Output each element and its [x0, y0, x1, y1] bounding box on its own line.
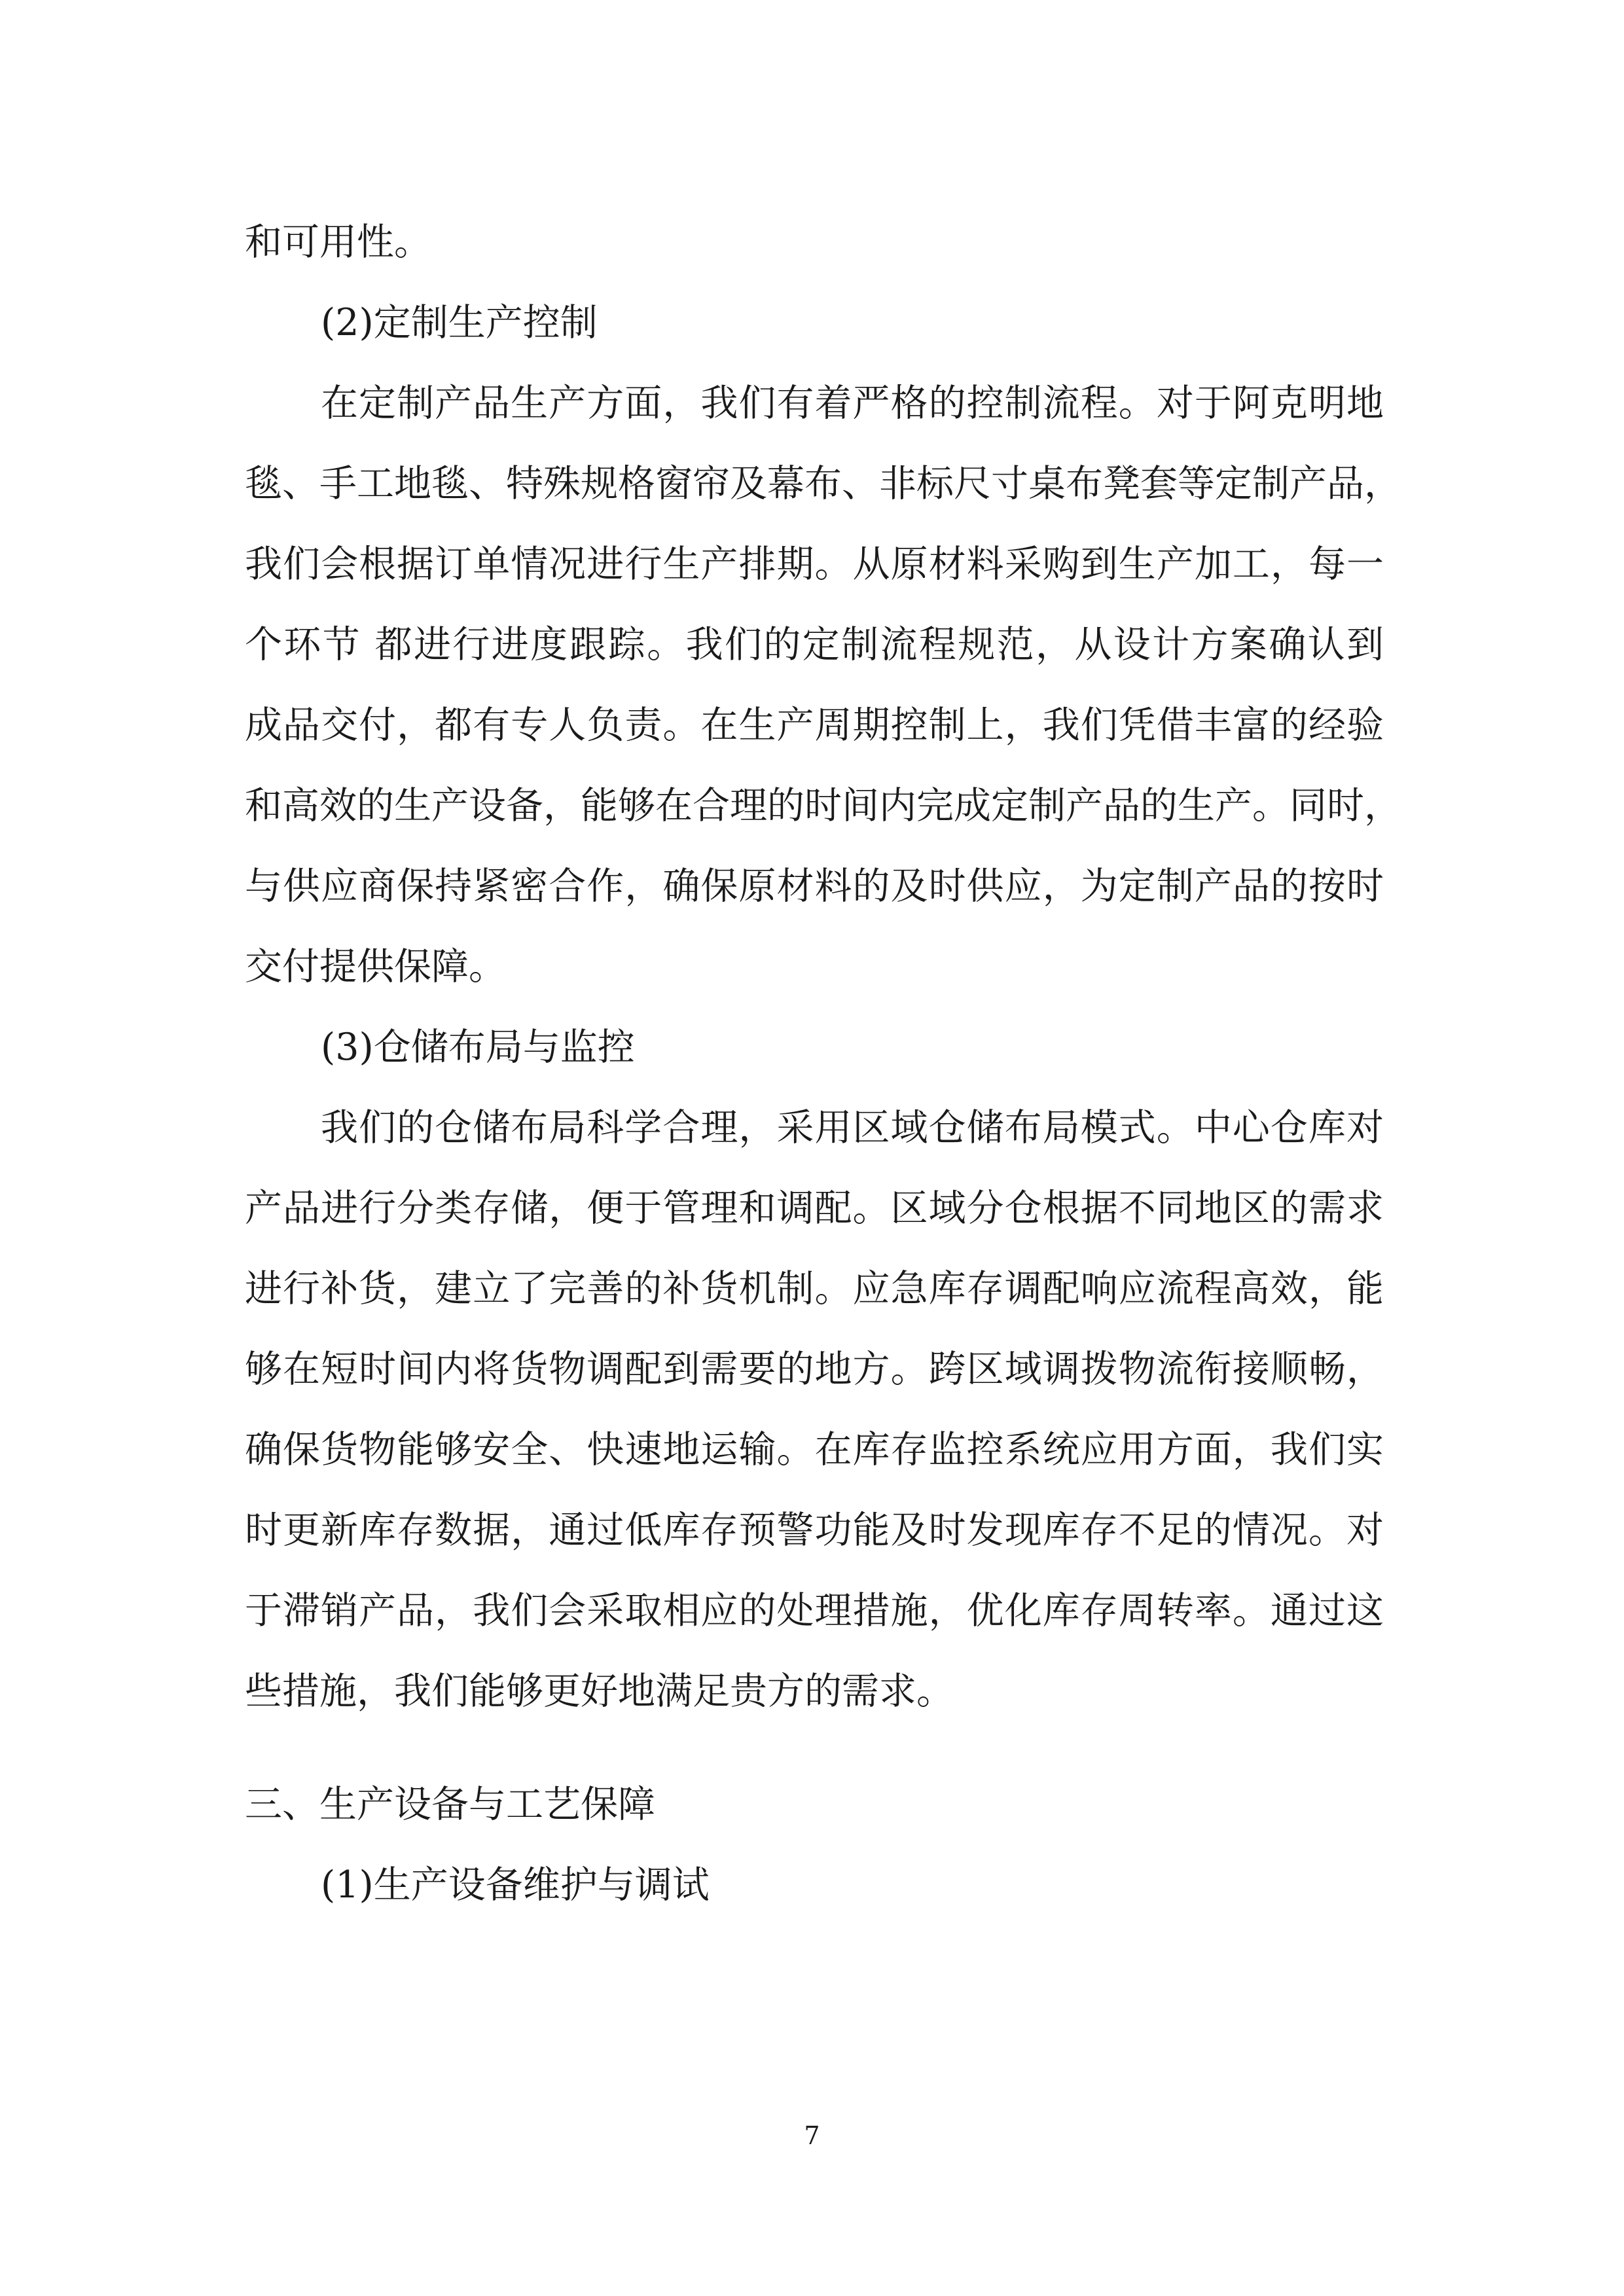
paragraph-line: 于滞销产品，我们会采取相应的处理措施，优化库存周转率。通过这 — [245, 1589, 1384, 1632]
paragraph-line: 产品进行分类存储，便于管理和调配。区域分仓根据不同地区的需求 — [245, 1187, 1384, 1230]
section-heading-custom-production: (2)定制生产控制 — [321, 301, 598, 344]
paragraph-line: 够在短时间内将货物调配到需要的地方。跨区域调拨物流衔接顺畅， — [245, 1348, 1384, 1391]
paragraph-line: 进行补货，建立了完善的补货机制。应急库存调配响应流程高效，能 — [245, 1267, 1384, 1310]
paragraph-line: 与供应商保持紧密合作，确保原材料的及时供应，为定制产品的按时 — [245, 865, 1384, 908]
paragraph-line: 个环节 都进行进度跟踪。我们的定制流程规范，从设计方案确认到 — [245, 623, 1384, 666]
paragraph-line: 确保货物能够安全、快速地运输。在库存监控系统应用方面，我们实 — [245, 1428, 1384, 1471]
paragraph-line: 我们会根据订单情况进行生产排期。从原材料采购到生产加工，每一 — [245, 543, 1384, 586]
paragraph-line: 和高效的生产设备，能够在合理的时间内完成定制产品的生产。同时， — [245, 784, 1401, 827]
paragraph-line: 成品交付，都有专人负责。在生产周期控制上，我们凭借丰富的经验 — [245, 704, 1384, 747]
paragraph-line: 在定制产品生产方面，我们有着严格的控制流程。对于阿克明地 — [321, 382, 1384, 425]
paragraph-line: 和可用性。 — [245, 221, 431, 264]
page-number: 7 — [804, 2121, 820, 2150]
paragraph-line: 时更新库存数据，通过低库存预警功能及时发现库存不足的情况。对 — [245, 1509, 1384, 1552]
section-heading-equipment: (1)生产设备维护与调试 — [321, 1863, 710, 1907]
paragraph-line: 毯、手工地毯、特殊规格窗帘及幕布、非标尺寸桌布凳套等定制产品， — [245, 462, 1401, 505]
chapter-heading: 三、生产设备与工艺保障 — [245, 1783, 655, 1826]
section-heading-warehouse: (3)仓储布局与监控 — [321, 1026, 635, 1069]
paragraph-line: 些措施，我们能够更好地满足贵方的需求。 — [245, 1670, 954, 1713]
paragraph-line: 我们的仓储布局科学合理，采用区域仓储布局模式。中心仓库对 — [321, 1106, 1384, 1149]
paragraph-line: 交付提供保障。 — [245, 945, 506, 988]
